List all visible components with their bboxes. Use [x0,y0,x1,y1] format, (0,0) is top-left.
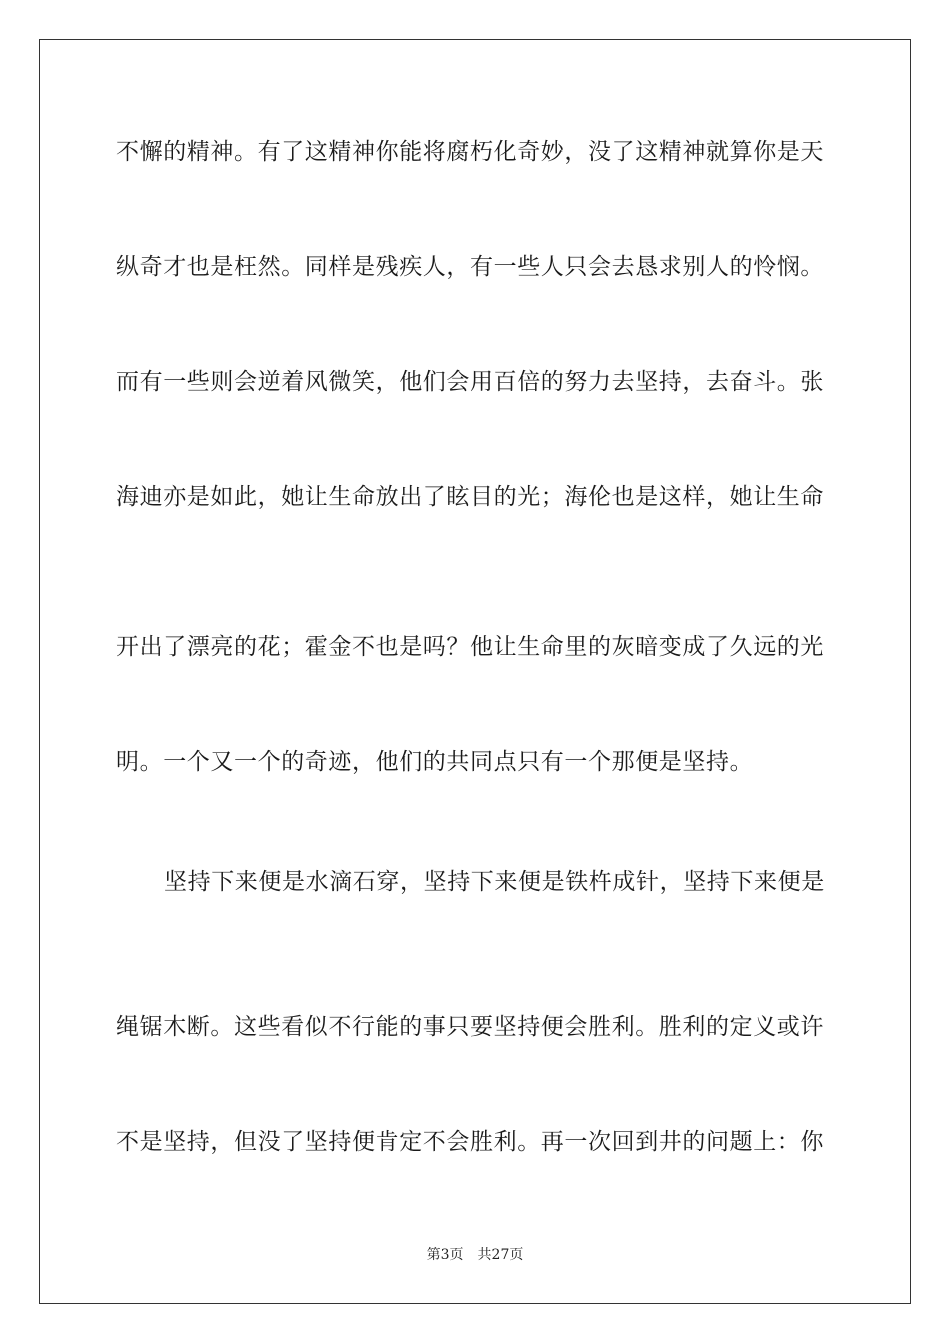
body-text-line: 海迪亦是如此，她让生命放出了眩目的光；海伦也是这样，她让生命 [116,484,824,510]
body-text-line: 开出了漂亮的花；霍金不也是吗？他让生命里的灰暗变成了久远的光 [116,634,824,660]
body-text-line: 绳锯木断。这些看似不行能的事只要坚持便会胜利。胜利的定义或许 [116,1014,824,1040]
page-footer [0,1245,950,1265]
body-text-line: 明。一个又一个的奇迹，他们的共同点只有一个那便是坚持。 [116,749,754,775]
page-total: 共27页 [477,1247,524,1263]
body-text-line: 不是坚持，但没了坚持便肯定不会胜利。再一次回到井的问题上：你 [116,1129,824,1155]
body-text-line: 而有一些则会逆着风微笑，他们会用百倍的努力去坚持，去奋斗。张 [116,369,824,395]
page-border [39,39,911,1304]
body-text-line: 纵奇才也是枉然。同样是残疾人，有一些人只会去恳求别人的怜悯。 [116,254,824,280]
paragraph-first-line: 坚持下来便是水滴石穿，坚持下来便是铁杵成针，坚持下来便是 [164,869,825,895]
body-text-line: 不懈的精神。有了这精神你能将腐朽化奇妙，没了这精神就算你是天 [116,139,824,165]
page-number: 第3页 [426,1247,464,1263]
